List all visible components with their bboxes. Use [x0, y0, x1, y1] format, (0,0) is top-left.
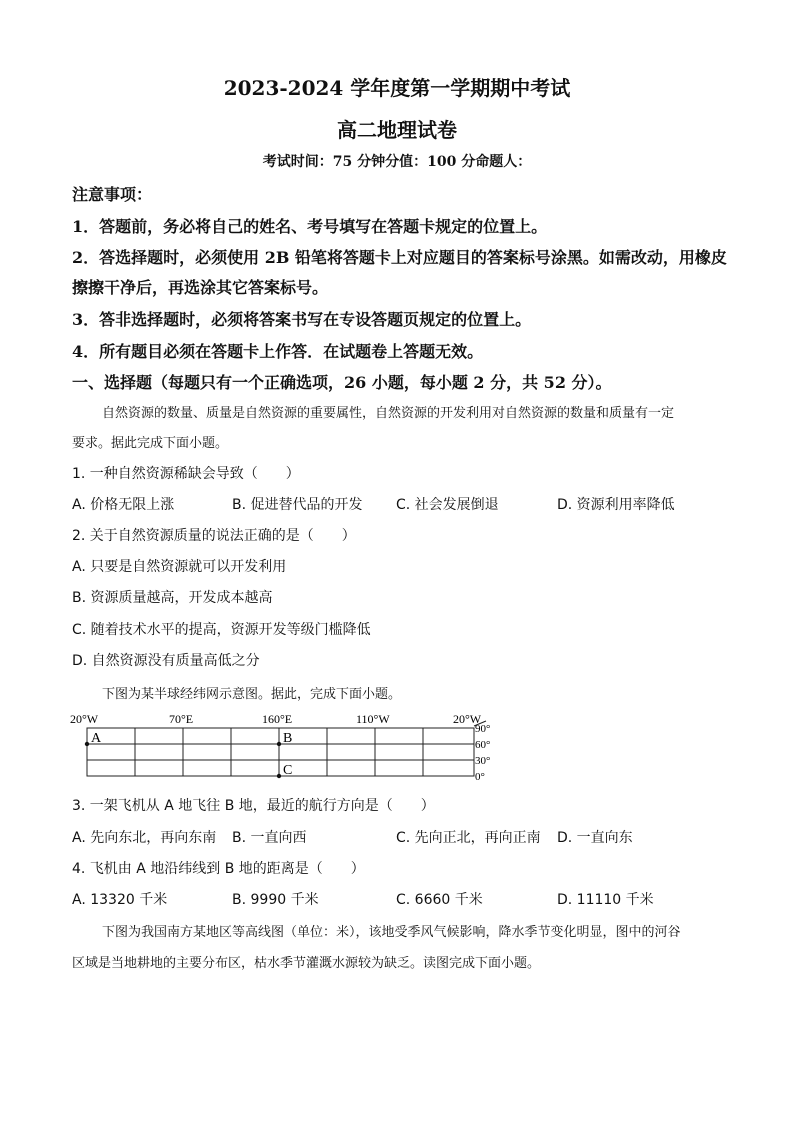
q1-option-a: A. 价格无限上涨 — [72, 497, 175, 513]
notice-item-3: 3．答非选择题时，必须将答案书写在专设答题页规定的位置上。 — [72, 310, 532, 329]
graticule-map — [60, 708, 510, 788]
q1-option-d: D. 资源利用率降低 — [557, 497, 675, 513]
q4-option-d: D. 11110 千米 — [557, 892, 654, 908]
q4-option-b: B. 9990 千米 — [232, 892, 319, 908]
q2-option-c: C. 随着技术水平的提高，资源开发等级门槛降低 — [72, 622, 371, 638]
group1-intro-line1: 自然资源的数量、质量是自然资源的重要属性，自然资源的开发利用对自然资源的数量和质量有一定 — [102, 406, 675, 421]
q1-stem: 1. 一种自然资源稀缺会导致（ ） — [72, 466, 300, 482]
map-label-a: A — [91, 731, 102, 746]
map-lon-label-1: 20°W — [70, 712, 99, 726]
map-lon-label-5: 20°W — [453, 712, 482, 726]
map-lat-label-30: 30° — [475, 755, 491, 767]
q3-option-c: C. 先向正北，再向正南 — [396, 830, 541, 846]
map-lat-label-0: 0° — [475, 771, 485, 783]
q3-option-d: D. 一直向东 — [557, 830, 633, 846]
map-lat-label-90: 90° — [475, 723, 491, 735]
exam-title: 2023-2024 学年度第一学期期中考试 — [223, 76, 571, 100]
map-lon-label-2: 70°E — [169, 712, 194, 726]
q3-stem: 3. 一架飞机从 A 地飞往 B 地，最近的航行方向是（ ） — [72, 798, 435, 814]
q3-option-b: B. 一直向西 — [232, 830, 307, 846]
q2-option-b: B. 资源质量越高，开发成本越高 — [72, 590, 273, 606]
map-point-a — [85, 742, 89, 746]
q4-option-c: C. 6660 千米 — [396, 892, 483, 908]
q4-option-a: A. 13320 千米 — [72, 892, 168, 908]
q4-stem: 4. 飞机由 A 地沿纬线到 B 地的距离是（ ） — [72, 861, 365, 877]
notice-item-4: 4．所有题目必须在答题卡上作答．在试题卷上答题无效。 — [72, 342, 484, 361]
notice-item-1: 1．答题前，务必将自己的姓名、考号填写在答题卡规定的位置上。 — [72, 217, 548, 236]
map-lon-label-4: 110°W — [356, 712, 390, 726]
notice-item-2-cont: 擦擦干净后，再选涂其它答案标号。 — [72, 278, 329, 297]
notice-item-2: 2．答选择题时，必须使用 2B 铅笔将答题卡上对应题目的答案标号涂黑。如需改动，用橡皮 — [72, 248, 727, 267]
exam-subtitle: 高二地理试卷 — [337, 118, 457, 142]
group2-intro: 下图为某半球经纬网示意图。据此，完成下面小题。 — [102, 687, 402, 702]
group3-intro-line1: 下图为我国南方某地区等高线图（单位：米），该地受季风气候影响，降水季节变化明显，图中的河谷 — [102, 925, 681, 940]
map-point-c — [277, 774, 281, 778]
q2-option-a: A. 只要是自然资源就可以开发利用 — [72, 559, 287, 575]
exam-info: 考试时间：75 分钟分值：100 分命题人： — [262, 154, 532, 170]
q2-stem: 2. 关于自然资源质量的说法正确的是（ ） — [72, 528, 356, 544]
q1-option-b: B. 促进替代品的开发 — [232, 497, 363, 513]
q1-option-c: C. 社会发展倒退 — [396, 497, 499, 513]
map-label-b: B — [283, 731, 293, 746]
map-label-c: C — [283, 763, 293, 778]
map-lon-label-3: 160°E — [262, 712, 293, 726]
map-point-b — [277, 742, 281, 746]
notice-heading: 注意事项： — [72, 185, 153, 204]
group3-intro-line2: 区域是当地耕地的主要分布区，枯水季节灌溉水源较为缺乏。读图完成下面小题。 — [72, 956, 541, 971]
map-lat-label-60: 60° — [475, 739, 491, 751]
group1-intro-line2: 要求。据此完成下面小题。 — [72, 436, 229, 451]
q2-option-d: D. 自然资源没有质量高低之分 — [72, 653, 260, 669]
section-heading: 一、选择题（每题只有一个正确选项，26 小题，每小题 2 分，共 52 分）。 — [72, 373, 612, 392]
q3-option-a: A. 先向东北，再向东南 — [72, 830, 217, 846]
